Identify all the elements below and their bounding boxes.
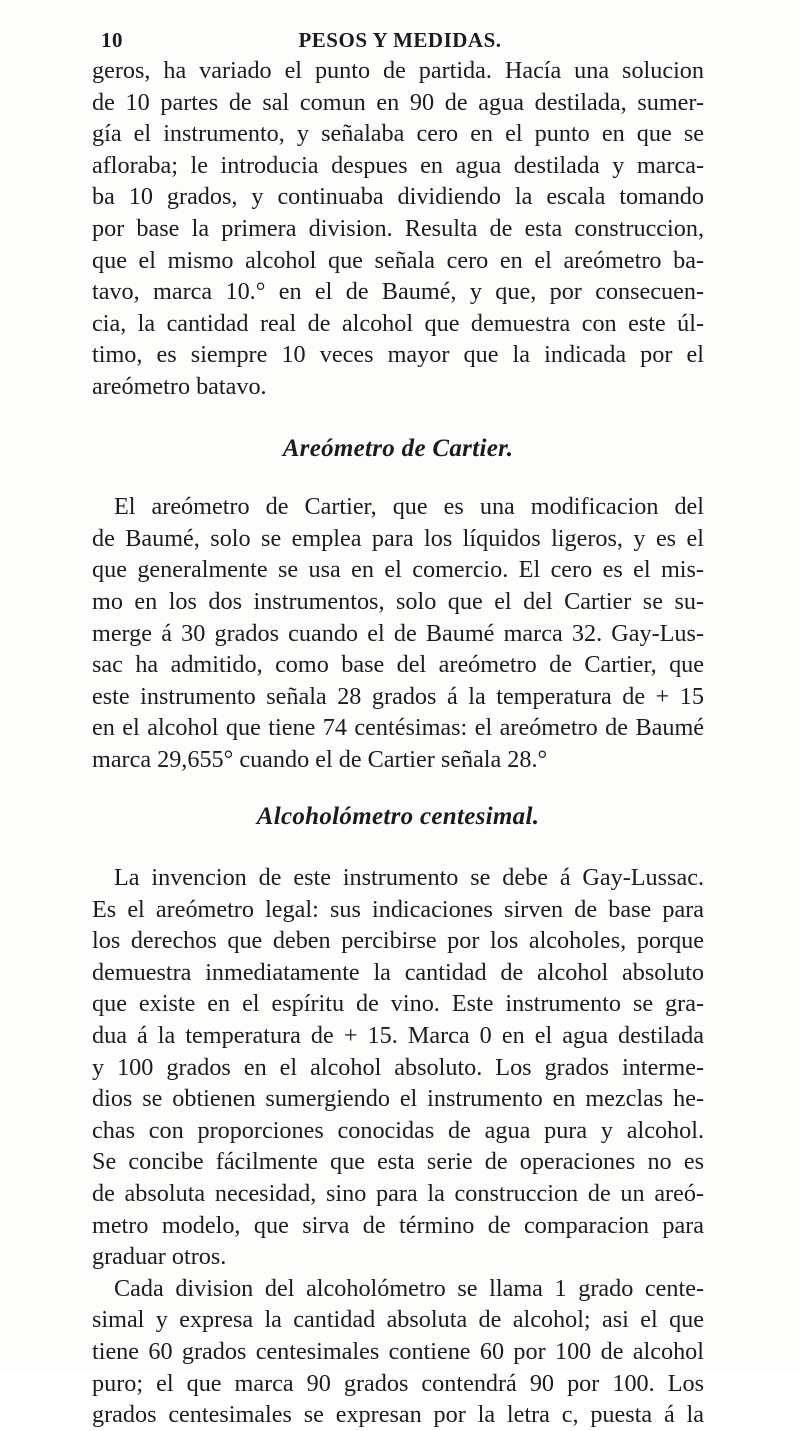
text-line: de absoluta necesidad, sino para la construccion de un areó-: [92, 1180, 704, 1207]
text-line: tavo, marca 10.° en el de Baumé, y que, por consecuen-: [92, 278, 704, 306]
paragraph: [92, 491, 704, 775]
text-line: La invencion de este instrumento se debe á Gay-Lussac.: [114, 864, 704, 892]
text-line: sac ha admitido, como base del areómetro de Cartier, que: [92, 651, 704, 679]
text-line: grados centesimales se expresan por la letra c, puesta á la: [92, 1401, 704, 1429]
body-text: [92, 55, 704, 1431]
text-line: tiene 60 grados centesimales contiene 60 por 100 de alcohol: [92, 1337, 704, 1365]
text-line: este instrumento señala 28 grados á la temperatura de + 15: [92, 682, 704, 710]
text-line: de Baumé, solo se emplea para los líquidos ligeros, y es el: [92, 524, 704, 552]
text-line: mo en los dos instrumentos, solo que el del Cartier se su-: [92, 587, 704, 615]
text-line: que el mismo alcohol que señala cero en el areómetro ba-: [92, 246, 704, 274]
text-line: geros, ha variado el punto de partida. Hacía una solucion: [92, 57, 704, 84]
text-line: timo, es siempre 10 veces mayor que la indicada por el: [92, 341, 704, 369]
text-line: Es el areómetro legal: sus indicaciones sirven de base para: [92, 895, 704, 923]
text-line: cia, la cantidad real de alcohol que demuestra con este úl-: [92, 309, 704, 337]
running-title: PESOS Y MEDIDAS.: [298, 28, 502, 52]
text-line: dua á la temperatura de + 15. Marca 0 en el agua destilada: [92, 1022, 704, 1050]
text-line: afloraba; le introducia despues en agua destilada y marca-: [92, 151, 704, 179]
paragraph: [92, 55, 704, 403]
text-line: de 10 partes de sal comun en 90 de agua destilada, sumer-: [92, 88, 704, 116]
text-line: marca 29,655° cuando el de Cartier señala 28.°: [92, 745, 548, 773]
text-line: chas con proporciones conocidas de agua pura y alcohol.: [92, 1116, 704, 1144]
paragraph: [92, 1273, 704, 1431]
running-head: [95, 28, 705, 54]
text-line: demuestra inmediatamente la cantidad de alcohol absoluto: [92, 958, 704, 986]
page-number: 10: [101, 28, 123, 52]
text-line: graduar otros.: [92, 1243, 227, 1271]
text-line: en el alcohol que tiene 74 centésimas: el areómetro de Baumé: [92, 714, 704, 742]
text-line: gía el instrumento, y señalaba cero en el punto en que se: [92, 120, 704, 148]
section-heading: Alcoholómetro centesimal.: [256, 803, 540, 831]
paragraph: [92, 862, 704, 1273]
text-line: ba 10 grados, y continuaba dividiendo la escala tomando: [92, 183, 704, 211]
text-line: dios se obtienen sumergiendo el instrumento en mezclas he-: [92, 1085, 704, 1113]
text-line: merge á 30 grados cuando el de Baumé marca 32. Gay-Lus-: [92, 619, 704, 647]
text-line: Cada division del alcoholómetro se llama 1 grado cente-: [114, 1274, 704, 1302]
text-line: que existe en el espíritu de vino. Este instrumento se gra-: [92, 990, 704, 1018]
text-line: areómetro batavo.: [92, 372, 267, 400]
text-line: los derechos que deben percibirse por los alcoholes, porque: [92, 927, 704, 955]
text-line: que generalmente se usa en el comercio. El cero es el mis-: [92, 556, 704, 584]
text-line: y 100 grados en el alcohol absoluto. Los grados interme-: [92, 1053, 704, 1081]
text-line: puro; el que marca 90 grados contendrá 90 por 100. Los: [92, 1369, 704, 1397]
text-line: por base la primera division. Resulta de esta construccion,: [92, 214, 704, 242]
text-line: El areómetro de Cartier, que es una modificacion del: [114, 493, 704, 521]
text-line: metro modelo, que sirva de término de comparacion para: [92, 1211, 704, 1239]
text-line: simal y expresa la cantidad absoluta de alcohol; asi el que: [92, 1306, 704, 1334]
text-line: Se concibe fácilmente que esta serie de operaciones no es: [92, 1148, 704, 1176]
section-heading: Areómetro de Cartier.: [282, 434, 514, 462]
